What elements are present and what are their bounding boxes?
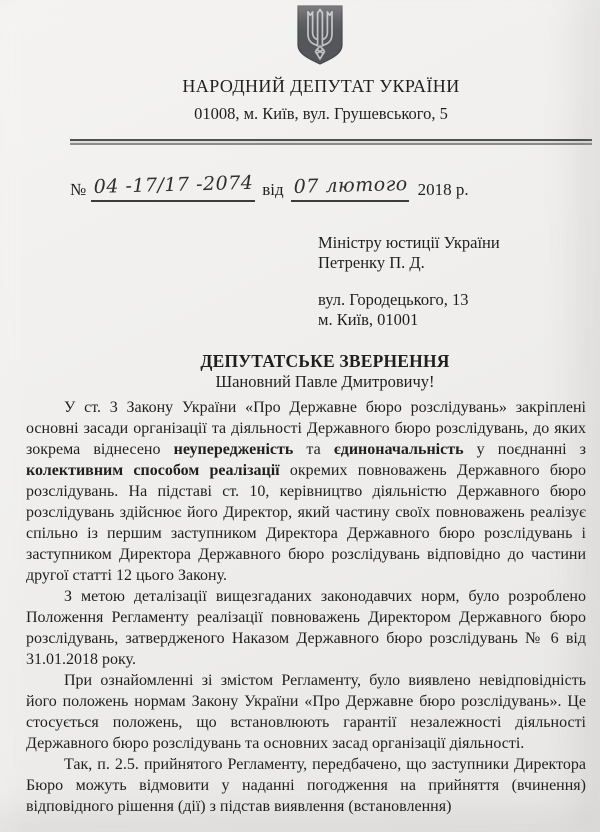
- recipient-gap: [318, 272, 500, 290]
- letterhead-org-name: НАРОДНИЙ ДЕПУТАТ УКРАЇНИ: [182, 76, 460, 96]
- reference-line: [70, 171, 469, 202]
- ref-date-blank: [291, 174, 409, 202]
- ref-year-suffix: 2018 р.: [417, 180, 469, 199]
- recipient-name: Петренку П. Д.: [318, 252, 425, 272]
- recipient-city: м. Київ, 01001: [318, 309, 419, 329]
- ref-number-label: №: [70, 180, 87, 199]
- recipient-block: [318, 233, 500, 329]
- ref-from-label: від: [262, 180, 284, 199]
- document-title: ДЕПУТАТСЬКЕ ЗВЕРНЕННЯ: [200, 351, 450, 371]
- ref-date-handwritten: 07 лютого: [293, 173, 408, 198]
- paragraph-3: При ознайомленні зі змістом Регламенту, було виявлено невідповідність його положень нормам Закону України «Про Державне бюро розслідувань». Це стосується положень, що встановлюють гарантії незалежності діяльності Державного бюро розслідувань та основних засад організації діяльності.: [26, 672, 586, 752]
- ref-number-handwritten: 04 -17/17 -2074: [93, 171, 254, 198]
- ref-number-blank: [91, 171, 255, 202]
- letter-body: [26, 397, 586, 817]
- salutation: Шановний Павле Дмитровичу!: [215, 372, 435, 391]
- recipient-street: вул. Городецького, 13: [318, 290, 469, 309]
- paragraph-1: У ст. 3 Закону України «Про Державне бюро розслідувань» закріплені основні засади організації та діяльності Державного бюро розслідувань, до яких зокрема віднесено неупередженість та єдиноначальність у поєднанні з колективним способом реалізації окремих повноважень Державного бюро розслідувань. На підставі ст. 10, керівництво діяльністю Державного бюро розслідувань здійснює його Директор, який частину своїх повноважень реалізує спільно із першим заступником Директора Державного бюро розслідувань і заступником Директора Державного бюро розслідувань відповідно до частини другої статті 12 цього Закону.: [26, 399, 586, 584]
- letterhead-address: 01008, м. Київ, вул. Грушевського, 5: [194, 104, 448, 123]
- paragraph-2: З метою деталізації вищезгаданих законодавчих норм, було розроблено Положення Регламенту реалізації повноважень Директором Державного бюро розслідувань, затвердженого Наказом Державного бюро розслідувань № 6 від 31.01.2018 року.: [26, 588, 586, 668]
- paragraph-4: Так, п. 2.5. прийнятого Регламенту, передбачено, що заступники Директора Бюро можуть відмовити у наданні погодження на прийняття (вчинення) відповідного рішення (дії) з підстав виявлення (встановлення): [26, 756, 586, 815]
- letterhead-divider-rule: [70, 139, 592, 145]
- ukraine-trident-emblem-icon: [296, 5, 344, 65]
- recipient-position: Міністру юстиції України: [318, 233, 500, 252]
